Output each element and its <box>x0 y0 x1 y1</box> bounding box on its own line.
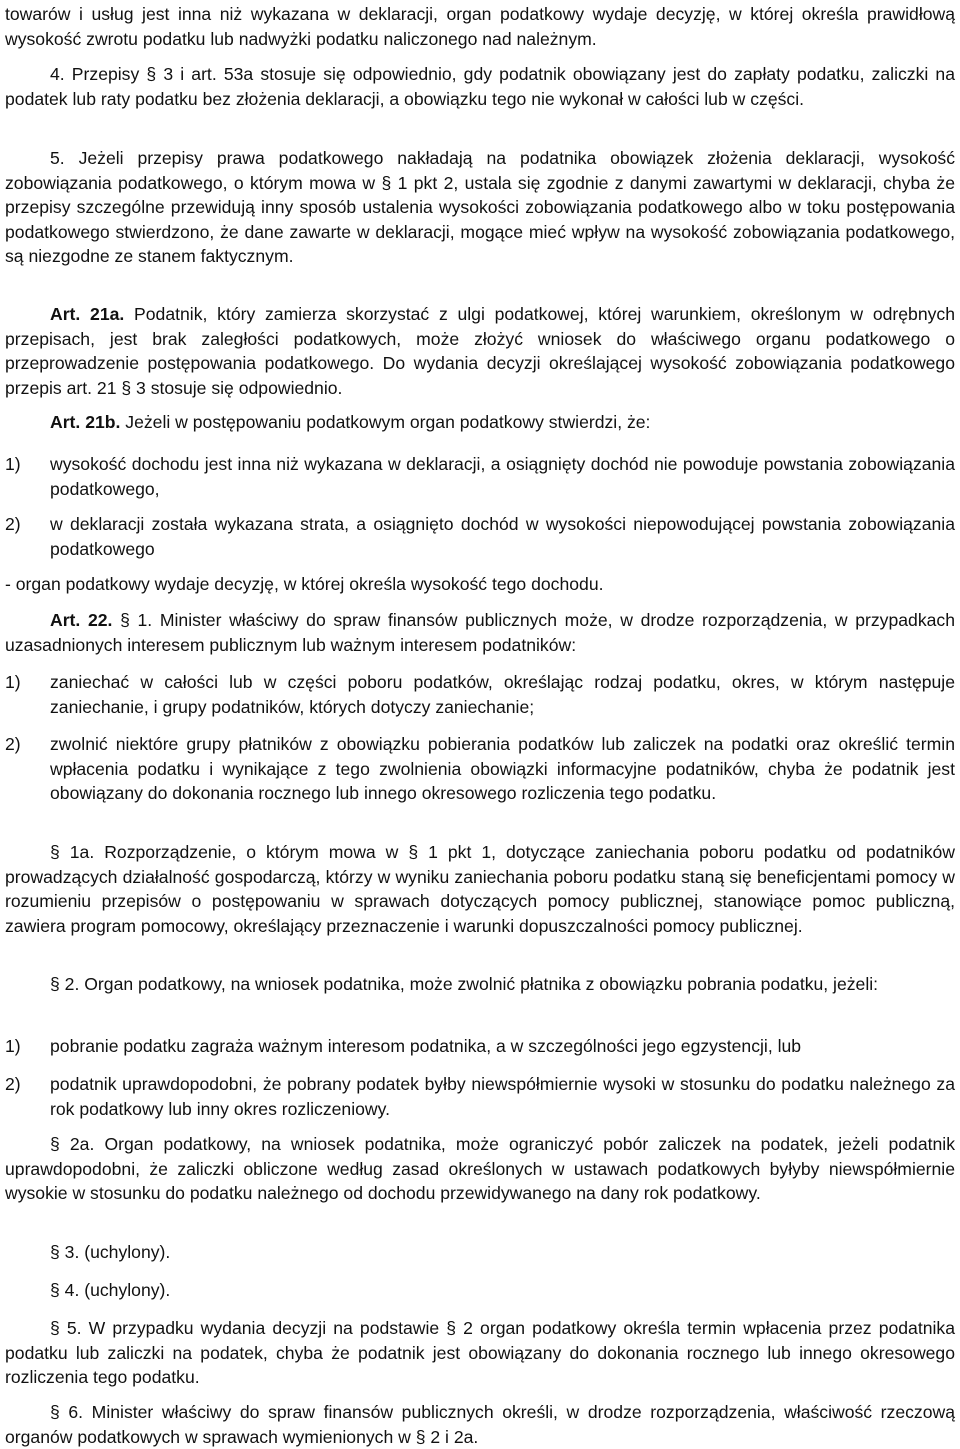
list-item <box>5 732 955 806</box>
article-21a <box>5 302 955 400</box>
paragraph-conclusion: - organ podatkowy wydaje decyzję, w której określa wysokość tego dochodu. <box>5 574 604 594</box>
list-text: wysokość dochodu jest inna niż wykazana w deklaracji, a osiągnięty dochód nie powoduje powstania zobowiązania podatkowego, <box>50 454 955 499</box>
list-text: pobranie podatku zagraża ważnym interesom podatnika, a w szczególności jego egzystencji, lub <box>50 1036 802 1056</box>
article-heading: Art. 22. <box>50 610 113 630</box>
list-number: 1) <box>5 454 21 474</box>
list-number: 1) <box>5 672 21 692</box>
list-text: zaniechać w całości lub w części poboru podatków, określając rodzaj podatku, okres, w którym następuje zaniechanie, i grupy podatników, których dotyczy zaniechanie; <box>50 672 955 717</box>
list-number: 2) <box>5 1074 21 1094</box>
list-item <box>5 670 955 719</box>
list-text: zwolnić niektóre grupy płatników z obowiązku pobierania podatków lub zaliczek na podatki oraz określić termin wpłacenia podatku i wynikające z tego zwolnienia obowiązki informacyjne podatników, chyba że podatnik jest obowiązany do dokonania rocznego lub innego okresowego rozliczenia tego podatku. <box>50 734 955 803</box>
paragraph-sec2a: § 2a. Organ podatkowy, na wniosek podatnika, może ograniczyć pobór zaliczek na podatek, jeżeli podatnik uprawdopodobni, że zaliczki obliczone według zasad określonych w ustawach podatkowych byłyby niewspółmiernie wysokie w stosunku do podatku należnego od dochodu przewidywanego na dany rok podatkowy. <box>5 1134 955 1203</box>
article-heading: Art. 21a. <box>50 304 125 324</box>
list-number: 2) <box>5 514 21 534</box>
article-21b <box>5 410 955 435</box>
paragraph-sec4: 4. Przepisy § 3 i art. 53a stosuje się odpowiednio, gdy podatnik obowiązany jest do zapłaty podatku, zaliczki na podatek lub raty podatku bez złożenia deklaracji, a obowiązku tego nie wykonał w całości lub w części. <box>5 64 955 109</box>
article-heading: Art. 21b. <box>50 412 121 432</box>
paragraph-sec5: 5. Jeżeli przepisy prawa podatkowego nakładają na podatnika obowiązek złożenia deklaracji, wysokość zobowiązania podatkowego, o którym mowa w § 1 pkt 2, ustala się zgodnie z danymi zawartymi w deklaracji, chyba że przepisy szczególne przewidują inny sposób ustalenia wysokości zobowiązania podatkowego albo w toku postępowania podatkowego stwierdzono, że dane zawarte w deklaracji, mogące mieć wpływ na wysokość zobowiązania podatkowego, są niezgodne ze stanem faktycznym. <box>5 148 955 266</box>
paragraph-sec4b: § 4. (uchylony). <box>50 1280 171 1300</box>
article-text: Jeżeli w postępowaniu podatkowym organ podatkowy stwierdzi, że: <box>120 412 651 432</box>
paragraph-sec2: § 2. Organ podatkowy, na wniosek podatnika, może zwolnić płatnika z obowiązku pobrania podatku, jeżeli: <box>50 974 879 994</box>
article-text: § 1. Minister właściwy do spraw finansów publicznych może, w drodze rozporządzenia, w przypadkach uzasadnionych interesem publicznym lub ważnym interesem podatników: <box>5 610 955 655</box>
list-number: 1) <box>5 1036 21 1056</box>
list-number: 2) <box>5 734 21 754</box>
paragraph-sec5b: § 5. W przypadku wydania decyzji na podstawie § 2 organ podatkowy określa termin wpłacenia przez podatnika podatku lub zaliczki na podatek, chyba że podatnik jest obowiązany do dokonania rocznego lub innego okresowego rozliczenia tego podatku. <box>5 1318 955 1387</box>
list-text: podatnik uprawdopodobni, że pobrany podatek byłby niewspółmiernie wysoki w stosunku do podatku należnego za rok podatkowy lub inny okres rozliczeniowy. <box>50 1074 955 1119</box>
paragraph-sec3: § 3. (uchylony). <box>50 1242 171 1262</box>
paragraph-sec1a: § 1a. Rozporządzenie, o którym mowa w § 1 pkt 1, dotyczące zaniechania poboru podatku od podatników prowadzących działalność gospodarczą, którzy w wyniku zaniechania poboru podatku staną się beneficjentami pomocy w rozumieniu przepisów o postępowaniu w sprawach dotyczących pomocy publicznej, stanowiące pomoc publiczną, zawiera program pomocowy, określający przeznaczenie i warunki dopuszczalności pomocy publicznej. <box>5 842 955 936</box>
list-text: w deklaracji została wykazana strata, a osiągnięto dochód w wysokości niepowodującej powstania zobowiązania podatkowego <box>50 514 955 559</box>
list-item <box>5 1034 955 1059</box>
paragraph-sec6: § 6. Minister właściwy do spraw finansów publicznych określi, w drodze rozporządzenia, właściwość rzeczową organów podatkowych w sprawach wymienionych w § 2 i 2a. <box>5 1402 955 1447</box>
list-item <box>5 1072 955 1121</box>
list-item <box>5 512 955 561</box>
article-22 <box>5 608 955 657</box>
paragraph-continuation: towarów i usług jest inna niż wykazana w deklaracji, organ podatkowy wydaje decyzję, w której określa prawidłową wysokość zwrotu podatku lub nadwyżki podatku naliczonego nad należnym. <box>5 4 955 49</box>
article-text: Podatnik, który zamierza skorzystać z ulgi podatkowej, której warunkiem, określonym w odrębnych przepisach, jest brak zaległości podatkowych, może złożyć wniosek do właściwego organu podatkowego o przeprowadzenie postępowania podatkowego. Do wydania decyzji określającej wysokość zobowiązania podatkowego przepis art. 21 § 3 stosuje się odpowiednio. <box>5 304 956 398</box>
list-item <box>5 452 955 501</box>
